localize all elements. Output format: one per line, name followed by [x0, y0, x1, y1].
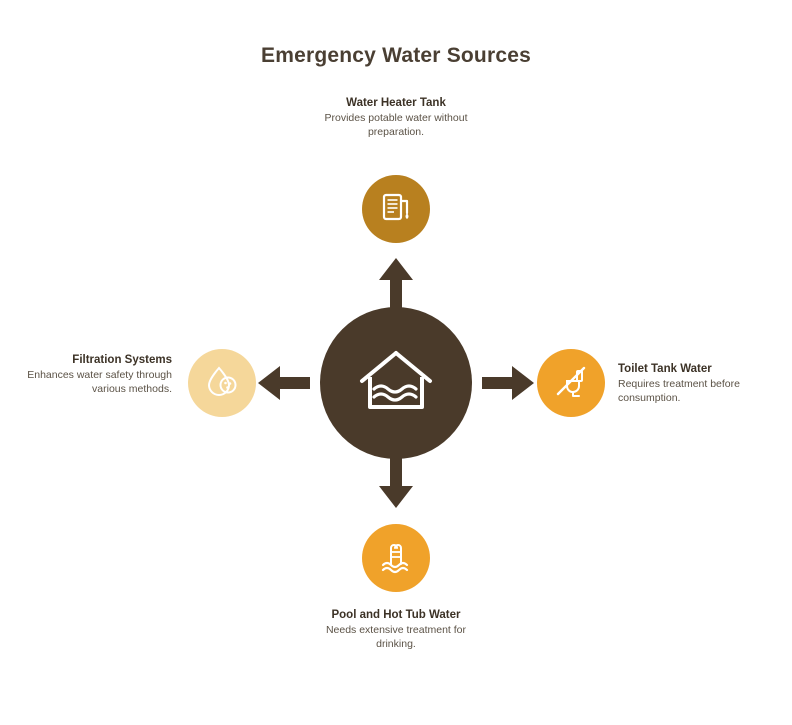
- pool-ladder-icon: [378, 538, 414, 579]
- node-icon-pool-and-hot-tub-water[interactable]: [362, 524, 430, 592]
- arrow-right: [482, 366, 534, 400]
- node-icon-water-heater-tank[interactable]: [362, 175, 430, 243]
- node-title: Pool and Hot Tub Water: [331, 609, 461, 621]
- node-description: Enhances water safety through various methods.: [27, 369, 172, 396]
- node-description: Provides potable water without preparation.: [324, 112, 468, 139]
- node-label-toilet-tank-water: [618, 362, 768, 406]
- node-title: Toilet Tank Water: [618, 363, 712, 375]
- house-with-water-icon: [356, 345, 436, 422]
- arrow-down: [379, 456, 413, 508]
- node-label-filtration-systems: [22, 353, 172, 397]
- center-hub: [320, 307, 472, 459]
- node-title: Water Heater Tank: [346, 97, 446, 109]
- arrow-up: [379, 258, 413, 310]
- water-drop-filter-icon: [204, 363, 240, 404]
- arrow-left: [258, 366, 310, 400]
- node-label-water-heater-tank: [306, 96, 486, 140]
- page-title: Emergency Water Sources: [261, 44, 531, 67]
- node-title: Filtration Systems: [72, 354, 172, 366]
- node-description: Needs extensive treatment for drinking.: [325, 624, 467, 651]
- water-heater-tank-icon: [378, 189, 414, 230]
- node-description: Requires treatment before consumption.: [618, 378, 740, 405]
- toilet-no-entry-icon: [553, 363, 589, 404]
- node-label-pool-and-hot-tub-water: [306, 608, 486, 652]
- node-icon-toilet-tank-water[interactable]: [537, 349, 605, 417]
- node-icon-filtration-systems[interactable]: [188, 349, 256, 417]
